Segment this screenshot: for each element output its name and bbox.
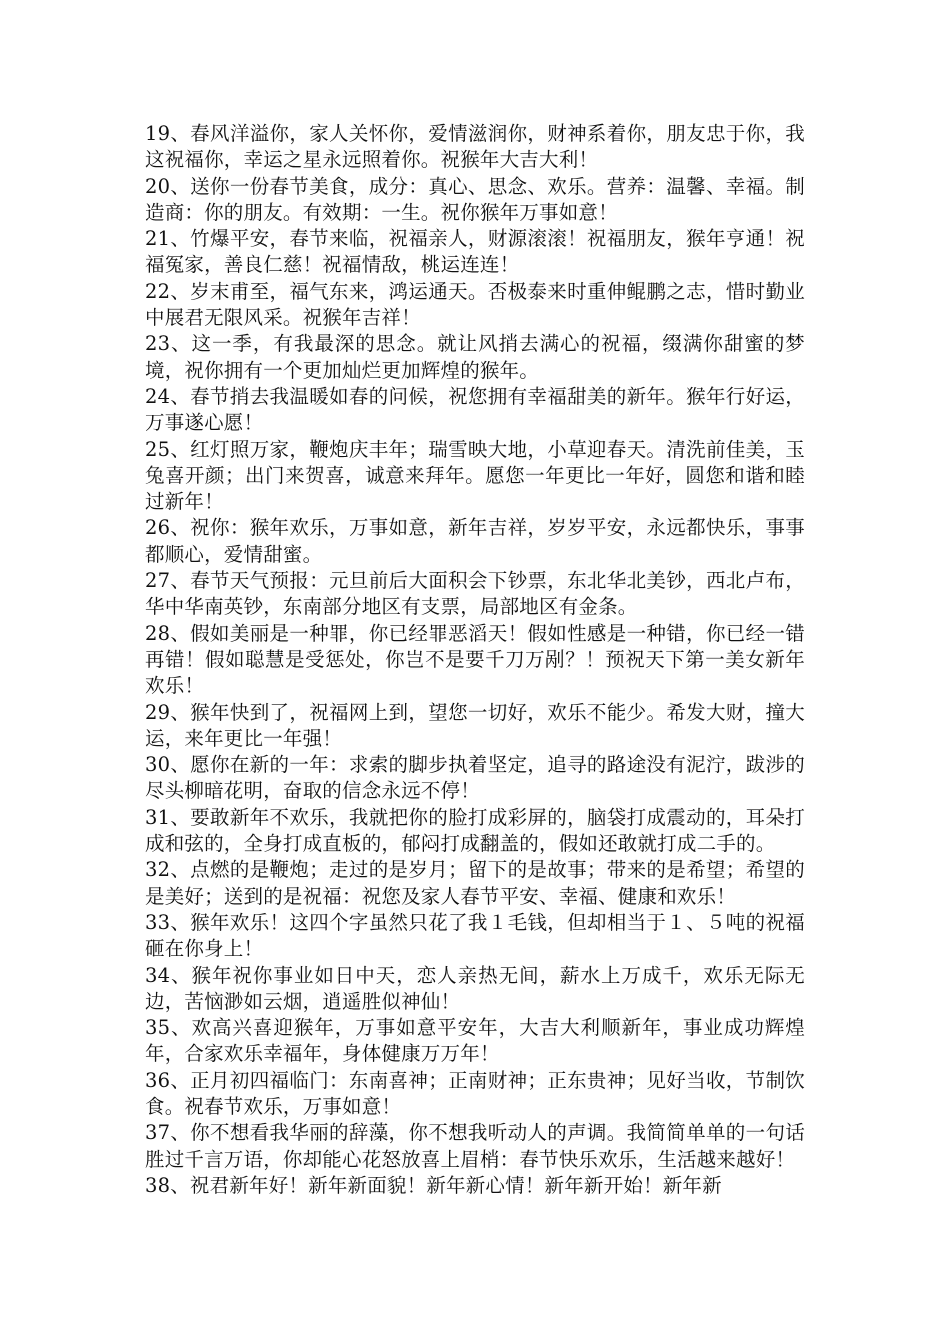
paragraph-28: 28、假如美丽是一种罪，你已经罪恶滔天！假如性感是一种错，你已经一错再错！假如聪慧是受惩处，你岂不是要千刀万剐？！预祝天下第一美女新年欢乐！ — [145, 621, 805, 698]
paragraph-35: 35、欢高兴喜迎猴年，万事如意平安年，大吉大利顺新年，事业成功辉煌年，合家欢乐幸福年，身体健康万万年！ — [145, 1016, 805, 1066]
document-body — [145, 121, 805, 1199]
paragraph-37: 37、你不想看我华丽的辞藻，你不想我听动人的声调。我简简单单的一句话胜过千言万语，你却能心花怒放喜上眉梢：春节快乐欢乐，生活越来越好！ — [145, 1121, 805, 1171]
paragraph-34: 34、猴年祝你事业如日中天，恋人亲热无间，薪水上万成千，欢乐无际无边，苦恼渺如云烟，逍遥胜似神仙！ — [145, 963, 805, 1013]
paragraph-33: 33、猴年欢乐！这四个字虽然只花了我１毛钱，但却相当于１、５吨的祝福砸在你身上！ — [145, 910, 805, 961]
paragraph-27: 27、春节天气预报：元旦前后大面积会下钞票，东北华北美钞，西北卢布，华中华南英钞，东南部分地区有支票，局部地区有金条。 — [145, 569, 805, 619]
paragraph-32: 32、点燃的是鞭炮；走过的是岁月；留下的是故事；带来的是希望；希望的是美好；送到的是祝福：祝您及家人春节平安、幸福、健康和欢乐！ — [145, 858, 805, 908]
paragraph-25: 25、红灯照万家，鞭炮庆丰年；瑞雪映大地，小草迎春天。清洗前佳美，玉兔喜开颜；出门来贺喜，诚意来拜年。愿您一年更比一年好，圆您和谐和睦过新年！ — [145, 437, 805, 514]
paragraph-30: 30、愿你在新的一年：求索的脚步执着坚定，追寻的路途没有泥泞，跋涉的尽头柳暗花明，奋取的信念永远不停！ — [145, 753, 805, 803]
paragraph-26: 26、祝你：猴年欢乐，万事如意，新年吉祥，岁岁平安，永远都快乐，事事都顺心，爱情甜蜜。 — [145, 516, 805, 566]
paragraph-31: 31、要敢新年不欢乐，我就把你的脸打成彩屏的，脑袋打成震动的，耳朵打成和弦的，全身打成直板的，郁闷打成翻盖的，假如还敢就打成二手的。 — [145, 805, 805, 856]
paragraph-23: 23、这一季，有我最深的思念。就让风捎去满心的祝福，缀满你甜蜜的梦境，祝你拥有一个更加灿烂更加辉煌的猴年。 — [145, 332, 805, 382]
paragraph-21: 21、竹爆平安，春节来临，祝福亲人，财源滚滚！祝福朋友，猴年亨通！祝福冤家，善良仁慈！祝福情敌，桃运连连！ — [145, 227, 805, 277]
paragraph-38: 38、祝君新年好！新年新面貌！新年新心情！新年新开始！新年新 — [145, 1173, 722, 1197]
paragraph-36: 36、正月初四福临门：东南喜神；正南财神；正东贵神；见好当收，节制饮食。祝春节欢乐，万事如意！ — [145, 1068, 805, 1118]
paragraph-20: 20、送你一份春节美食，成分：真心、思念、欢乐。营养：温馨、幸福。制造商：你的朋友。有效期：一生。祝你猴年万事如意！ — [145, 174, 805, 224]
paragraph-24: 24、春节捎去我温暖如春的问候，祝您拥有幸福甜美的新年。猴年行好运，万事遂心愿！ — [145, 384, 805, 435]
paragraph-29: 29、猴年快到了，祝福网上到，望您一切好，欢乐不能少。希发大财，撞大运，来年更比一年强！ — [145, 700, 805, 750]
paragraph-22: 22、岁末甫至，福气东来，鸿运通天。否极泰来时重伸鲲鹏之志，惜时勤业中展君无限风采。祝猴年吉祥！ — [145, 279, 805, 330]
paragraph-19: 19、春风洋溢你，家人关怀你，爱情滋润你，财神系着你，朋友忠于你，我这祝福你，幸运之星永远照着你。祝猴年大吉大利！ — [145, 122, 805, 172]
